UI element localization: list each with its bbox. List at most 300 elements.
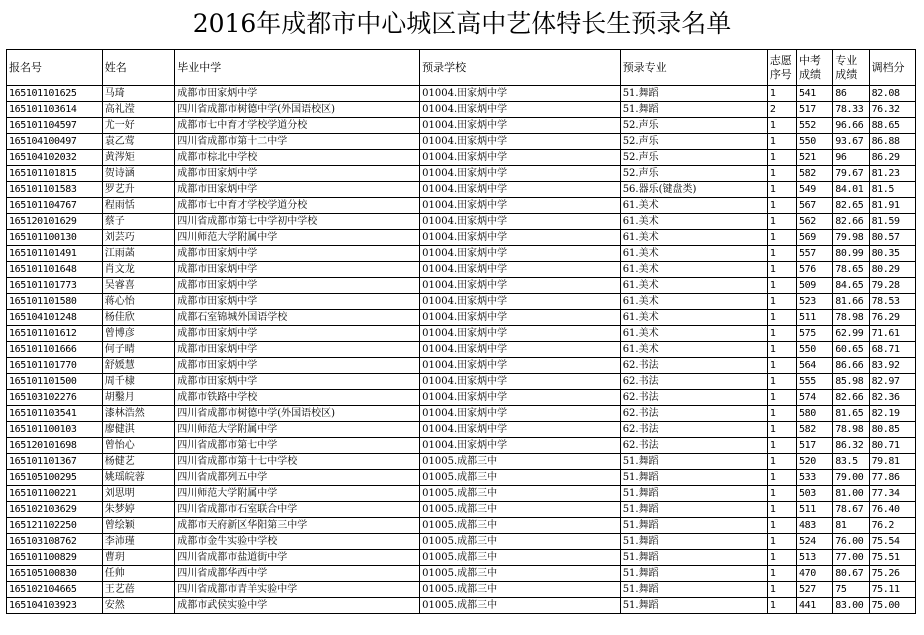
table-row [7, 150, 916, 166]
header-prof-line1: 专业 [835, 53, 858, 67]
cell-target-school: 01004.田家炳中学 [420, 134, 621, 150]
cell-school: 四川省成都市第十二中学 [175, 134, 420, 150]
cell-school: 成都市田家炳中学 [175, 374, 420, 390]
cell-adjusted-score: 80.71 [869, 438, 915, 454]
header-target-school: 预录学校 [420, 50, 621, 86]
cell-exam-score: 441 [797, 598, 833, 614]
cell-school: 成都市田家炳中学 [175, 182, 420, 198]
cell-adjusted-score: 82.97 [869, 374, 915, 390]
cell-adjusted-score: 77.34 [869, 486, 915, 502]
cell-exam-score: 552 [797, 118, 833, 134]
cell-adjusted-score: 77.86 [869, 470, 915, 486]
cell-id: 165101100130 [7, 230, 103, 246]
cell-preference: 1 [767, 198, 796, 214]
cell-school: 四川省成都市树德中学(外国语校区) [175, 406, 420, 422]
cell-name: 高礼滢 [102, 102, 175, 118]
cell-id: 165101100829 [7, 550, 103, 566]
cell-target-school: 01005.成都三中 [420, 486, 621, 502]
cell-preference: 1 [767, 534, 796, 550]
header-prof-line2: 成绩 [835, 67, 858, 81]
cell-adjusted-score: 82.36 [869, 390, 915, 406]
cell-adjusted-score: 75.11 [869, 582, 915, 598]
cell-prof-score: 84.01 [833, 182, 869, 198]
table-row [7, 566, 916, 582]
cell-adjusted-score: 81.5 [869, 182, 915, 198]
cell-id: 165120101698 [7, 438, 103, 454]
cell-exam-score: 470 [797, 566, 833, 582]
cell-target-school: 01005.成都三中 [420, 454, 621, 470]
cell-adjusted-score: 68.71 [869, 342, 915, 358]
cell-name: 黄涔矩 [102, 150, 175, 166]
cell-name: 尤一好 [102, 118, 175, 134]
admission-table [6, 49, 916, 614]
cell-prof-score: 86.32 [833, 438, 869, 454]
cell-major: 61.美术 [620, 326, 767, 342]
cell-name: 姚瑶皖蓉 [102, 470, 175, 486]
cell-adjusted-score: 78.53 [869, 294, 915, 310]
table-row [7, 582, 916, 598]
cell-prof-score: 81 [833, 518, 869, 534]
cell-name: 蒋心怡 [102, 294, 175, 310]
cell-prof-score: 76.00 [833, 534, 869, 550]
cell-major: 51.舞蹈 [620, 566, 767, 582]
cell-school: 四川师范大学附属中学 [175, 230, 420, 246]
cell-name: 周千棣 [102, 374, 175, 390]
cell-target-school: 01004.田家炳中学 [420, 374, 621, 390]
table-row [7, 246, 916, 262]
cell-exam-score: 549 [797, 182, 833, 198]
cell-prof-score: 82.65 [833, 198, 869, 214]
header-exam-score [797, 50, 833, 86]
cell-prof-score: 62.99 [833, 326, 869, 342]
cell-school: 成都市棕北中学校 [175, 150, 420, 166]
table-row [7, 438, 916, 454]
cell-exam-score: 513 [797, 550, 833, 566]
cell-exam-score: 509 [797, 278, 833, 294]
cell-target-school: 01004.田家炳中学 [420, 422, 621, 438]
table-row [7, 550, 916, 566]
cell-prof-score: 96 [833, 150, 869, 166]
cell-exam-score: 562 [797, 214, 833, 230]
cell-preference: 1 [767, 134, 796, 150]
cell-preference: 1 [767, 454, 796, 470]
cell-prof-score: 75 [833, 582, 869, 598]
table-row [7, 374, 916, 390]
page-title: 2016年成都市中心城区高中艺体特长生预录名单 [192, 9, 732, 38]
cell-preference: 2 [767, 102, 796, 118]
cell-major: 51.舞蹈 [620, 470, 767, 486]
cell-preference: 1 [767, 118, 796, 134]
table-row [7, 518, 916, 534]
cell-prof-score: 81.00 [833, 486, 869, 502]
cell-name: 安然 [102, 598, 175, 614]
cell-prof-score: 82.66 [833, 214, 869, 230]
cell-preference: 1 [767, 438, 796, 454]
cell-preference: 1 [767, 246, 796, 262]
cell-preference: 1 [767, 582, 796, 598]
cell-name: 罗艺升 [102, 182, 175, 198]
cell-major: 51.舞蹈 [620, 102, 767, 118]
cell-id: 165105100295 [7, 470, 103, 486]
cell-target-school: 01004.田家炳中学 [420, 278, 621, 294]
cell-school: 四川省成都市树德中学(外国语校区) [175, 102, 420, 118]
cell-school: 成都市七中育才学校学道分校 [175, 198, 420, 214]
table-row [7, 134, 916, 150]
cell-id: 165101100221 [7, 486, 103, 502]
cell-preference: 1 [767, 422, 796, 438]
cell-name: 程雨恬 [102, 198, 175, 214]
cell-preference: 1 [767, 390, 796, 406]
cell-preference: 1 [767, 182, 796, 198]
cell-adjusted-score: 86.88 [869, 134, 915, 150]
cell-name: 蔡子 [102, 214, 175, 230]
cell-prof-score: 77.00 [833, 550, 869, 566]
table-row [7, 502, 916, 518]
cell-prof-score: 83.5 [833, 454, 869, 470]
cell-major: 51.舞蹈 [620, 518, 767, 534]
cell-name: 刘芸巧 [102, 230, 175, 246]
table-row [7, 390, 916, 406]
cell-exam-score: 483 [797, 518, 833, 534]
cell-prof-score: 85.98 [833, 374, 869, 390]
cell-exam-score: 541 [797, 86, 833, 102]
cell-preference: 1 [767, 550, 796, 566]
cell-adjusted-score: 86.29 [869, 150, 915, 166]
cell-prof-score: 84.65 [833, 278, 869, 294]
cell-target-school: 01004.田家炳中学 [420, 342, 621, 358]
cell-major: 61.美术 [620, 214, 767, 230]
cell-exam-score: 576 [797, 262, 833, 278]
cell-target-school: 01004.田家炳中学 [420, 438, 621, 454]
cell-adjusted-score: 75.00 [869, 598, 915, 614]
cell-school: 成都市金牛实验中学校 [175, 534, 420, 550]
cell-name: 马琦 [102, 86, 175, 102]
cell-name: 任帅 [102, 566, 175, 582]
cell-adjusted-score: 76.2 [869, 518, 915, 534]
cell-preference: 1 [767, 166, 796, 182]
cell-prof-score: 96.66 [833, 118, 869, 134]
cell-prof-score: 78.33 [833, 102, 869, 118]
cell-name: 江雨菡 [102, 246, 175, 262]
table-row [7, 102, 916, 118]
cell-preference: 1 [767, 342, 796, 358]
cell-exam-score: 564 [797, 358, 833, 374]
cell-id: 165101104597 [7, 118, 103, 134]
cell-id: 165103102276 [7, 390, 103, 406]
cell-prof-score: 78.98 [833, 310, 869, 326]
cell-prof-score: 86 [833, 86, 869, 102]
cell-name: 杨健艺 [102, 454, 175, 470]
cell-school: 成都市田家炳中学 [175, 166, 420, 182]
table-row [7, 486, 916, 502]
header-id: 报名号 [7, 50, 103, 86]
cell-id: 165104103923 [7, 598, 103, 614]
cell-adjusted-score: 76.29 [869, 310, 915, 326]
cell-preference: 1 [767, 310, 796, 326]
cell-id: 165101101648 [7, 262, 103, 278]
cell-prof-score: 86.66 [833, 358, 869, 374]
cell-name: 王艺蓓 [102, 582, 175, 598]
cell-target-school: 01004.田家炳中学 [420, 406, 621, 422]
cell-school: 成都市田家炳中学 [175, 294, 420, 310]
cell-exam-score: 557 [797, 246, 833, 262]
cell-id: 165101101815 [7, 166, 103, 182]
cell-major: 51.舞蹈 [620, 598, 767, 614]
cell-preference: 1 [767, 358, 796, 374]
cell-target-school: 01004.田家炳中学 [420, 150, 621, 166]
cell-id: 165101101666 [7, 342, 103, 358]
cell-preference: 1 [767, 518, 796, 534]
cell-id: 165101101367 [7, 454, 103, 470]
cell-name: 胡鑿月 [102, 390, 175, 406]
table-row [7, 262, 916, 278]
cell-target-school: 01005.成都三中 [420, 518, 621, 534]
cell-major: 51.舞蹈 [620, 502, 767, 518]
cell-id: 165104102032 [7, 150, 103, 166]
cell-id: 165101101583 [7, 182, 103, 198]
table-row [7, 534, 916, 550]
cell-adjusted-score: 75.26 [869, 566, 915, 582]
cell-prof-score: 81.66 [833, 294, 869, 310]
cell-prof-score: 79.00 [833, 470, 869, 486]
cell-school: 成都市田家炳中学 [175, 86, 420, 102]
cell-prof-score: 80.67 [833, 566, 869, 582]
cell-major: 51.舞蹈 [620, 582, 767, 598]
cell-adjusted-score: 76.40 [869, 502, 915, 518]
cell-id: 165121102250 [7, 518, 103, 534]
cell-adjusted-score: 80.35 [869, 246, 915, 262]
cell-prof-score: 83.00 [833, 598, 869, 614]
cell-major: 62.书法 [620, 390, 767, 406]
cell-prof-score: 79.67 [833, 166, 869, 182]
cell-preference: 1 [767, 470, 796, 486]
cell-major: 61.美术 [620, 198, 767, 214]
cell-school: 成都市田家炳中学 [175, 342, 420, 358]
cell-prof-score: 78.98 [833, 422, 869, 438]
cell-id: 165105100830 [7, 566, 103, 582]
cell-prof-score: 80.99 [833, 246, 869, 262]
cell-adjusted-score: 75.51 [869, 550, 915, 566]
cell-preference: 1 [767, 486, 796, 502]
cell-exam-score: 524 [797, 534, 833, 550]
cell-adjusted-score: 81.91 [869, 198, 915, 214]
cell-target-school: 01004.田家炳中学 [420, 310, 621, 326]
cell-id: 165104100497 [7, 134, 103, 150]
cell-target-school: 01004.田家炳中学 [420, 294, 621, 310]
cell-name: 袁乙莺 [102, 134, 175, 150]
cell-target-school: 01005.成都三中 [420, 470, 621, 486]
cell-name: 朱梦婷 [102, 502, 175, 518]
cell-major: 62.书法 [620, 358, 767, 374]
cell-id: 165101101770 [7, 358, 103, 374]
cell-target-school: 01004.田家炳中学 [420, 118, 621, 134]
cell-prof-score: 81.65 [833, 406, 869, 422]
cell-school: 成都市田家炳中学 [175, 246, 420, 262]
cell-preference: 1 [767, 374, 796, 390]
table-row [7, 166, 916, 182]
cell-major: 61.美术 [620, 278, 767, 294]
cell-school: 成都市田家炳中学 [175, 262, 420, 278]
cell-school: 成都市七中育才学校学道分校 [175, 118, 420, 134]
cell-school: 四川师范大学附属中学 [175, 422, 420, 438]
cell-name: 杨佳欣 [102, 310, 175, 326]
cell-major: 51.舞蹈 [620, 550, 767, 566]
cell-exam-score: 550 [797, 134, 833, 150]
cell-school: 成都市田家炳中学 [175, 278, 420, 294]
cell-school: 四川省成都市第七中学 [175, 438, 420, 454]
cell-exam-score: 503 [797, 486, 833, 502]
cell-name: 肖文龙 [102, 262, 175, 278]
cell-exam-score: 520 [797, 454, 833, 470]
cell-target-school: 01005.成都三中 [420, 598, 621, 614]
cell-major: 62.书法 [620, 422, 767, 438]
cell-name: 曹玥 [102, 550, 175, 566]
cell-major: 61.美术 [620, 262, 767, 278]
cell-exam-score: 511 [797, 310, 833, 326]
cell-adjusted-score: 81.23 [869, 166, 915, 182]
cell-adjusted-score: 71.61 [869, 326, 915, 342]
cell-target-school: 01005.成都三中 [420, 502, 621, 518]
table-row [7, 470, 916, 486]
cell-id: 165101103614 [7, 102, 103, 118]
cell-id: 165101101500 [7, 374, 103, 390]
cell-target-school: 01004.田家炳中学 [420, 86, 621, 102]
cell-exam-score: 555 [797, 374, 833, 390]
cell-exam-score: 521 [797, 150, 833, 166]
cell-school: 成都市田家炳中学 [175, 358, 420, 374]
header-exam-line2: 成绩 [799, 67, 822, 81]
cell-name: 漆林浩然 [102, 406, 175, 422]
cell-preference: 1 [767, 294, 796, 310]
cell-name: 舒媛慧 [102, 358, 175, 374]
cell-major: 61.美术 [620, 246, 767, 262]
cell-major: 52.声乐 [620, 134, 767, 150]
cell-adjusted-score: 79.81 [869, 454, 915, 470]
cell-preference: 1 [767, 406, 796, 422]
cell-name: 贺诗涵 [102, 166, 175, 182]
table-row [7, 326, 916, 342]
cell-id: 165101103541 [7, 406, 103, 422]
cell-adjusted-score: 82.19 [869, 406, 915, 422]
cell-target-school: 01005.成都三中 [420, 582, 621, 598]
cell-name: 曾绘颖 [102, 518, 175, 534]
cell-adjusted-score: 75.54 [869, 534, 915, 550]
cell-name: 廖健淇 [102, 422, 175, 438]
cell-major: 52.声乐 [620, 150, 767, 166]
header-prof-score [833, 50, 869, 86]
cell-preference: 1 [767, 150, 796, 166]
cell-id: 165101101491 [7, 246, 103, 262]
cell-major: 61.美术 [620, 230, 767, 246]
table-row [7, 422, 916, 438]
cell-exam-score: 517 [797, 102, 833, 118]
cell-id: 165101101625 [7, 86, 103, 102]
cell-exam-score: 527 [797, 582, 833, 598]
cell-school: 成都石室锦城外国语学校 [175, 310, 420, 326]
cell-school: 成都市武侯实验中学 [175, 598, 420, 614]
cell-preference: 1 [767, 278, 796, 294]
cell-prof-score: 82.66 [833, 390, 869, 406]
table-row [7, 230, 916, 246]
cell-adjusted-score: 81.59 [869, 214, 915, 230]
cell-name: 曾怡心 [102, 438, 175, 454]
cell-target-school: 01004.田家炳中学 [420, 182, 621, 198]
cell-exam-score: 575 [797, 326, 833, 342]
cell-school: 四川省成都华西中学 [175, 566, 420, 582]
cell-school: 四川省成都市青羊实验中学 [175, 582, 420, 598]
cell-adjusted-score: 88.65 [869, 118, 915, 134]
cell-exam-score: 574 [797, 390, 833, 406]
cell-prof-score: 79.98 [833, 230, 869, 246]
cell-major: 62.书法 [620, 374, 767, 390]
header-major: 预录专业 [620, 50, 767, 86]
cell-preference: 1 [767, 502, 796, 518]
cell-id: 165102104665 [7, 582, 103, 598]
cell-exam-score: 517 [797, 438, 833, 454]
table-row [7, 86, 916, 102]
cell-prof-score: 78.65 [833, 262, 869, 278]
cell-target-school: 01004.田家炳中学 [420, 262, 621, 278]
cell-target-school: 01004.田家炳中学 [420, 246, 621, 262]
cell-name: 吴睿喜 [102, 278, 175, 294]
cell-adjusted-score: 80.85 [869, 422, 915, 438]
cell-major: 51.舞蹈 [620, 486, 767, 502]
cell-adjusted-score: 79.28 [869, 278, 915, 294]
table-row [7, 118, 916, 134]
cell-id: 165120101629 [7, 214, 103, 230]
cell-major: 61.美术 [620, 294, 767, 310]
cell-preference: 1 [767, 230, 796, 246]
header-exam-line1: 中考 [799, 53, 822, 67]
cell-exam-score: 582 [797, 166, 833, 182]
header-name: 姓名 [102, 50, 175, 86]
cell-name: 何子晴 [102, 342, 175, 358]
cell-exam-score: 582 [797, 422, 833, 438]
cell-school: 成都市天府新区华阳第三中学 [175, 518, 420, 534]
cell-name: 刘思明 [102, 486, 175, 502]
table-row [7, 214, 916, 230]
table-row [7, 454, 916, 470]
cell-target-school: 01004.田家炳中学 [420, 230, 621, 246]
cell-preference: 1 [767, 86, 796, 102]
cell-adjusted-score: 80.57 [869, 230, 915, 246]
cell-preference: 1 [767, 326, 796, 342]
cell-exam-score: 523 [797, 294, 833, 310]
cell-school: 成都市田家炳中学 [175, 326, 420, 342]
cell-major: 51.舞蹈 [620, 534, 767, 550]
cell-prof-score: 60.65 [833, 342, 869, 358]
cell-preference: 1 [767, 598, 796, 614]
cell-adjusted-score: 80.29 [869, 262, 915, 278]
cell-id: 165101100103 [7, 422, 103, 438]
cell-school: 四川省成都市第十七中学校 [175, 454, 420, 470]
cell-prof-score: 93.67 [833, 134, 869, 150]
header-school: 毕业中学 [175, 50, 420, 86]
cell-school: 四川省成都市石室联合中学 [175, 502, 420, 518]
cell-school: 成都市铁路中学校 [175, 390, 420, 406]
cell-target-school: 01005.成都三中 [420, 566, 621, 582]
cell-school: 四川省成都市第七中学初中学校 [175, 214, 420, 230]
table-row [7, 278, 916, 294]
cell-exam-score: 569 [797, 230, 833, 246]
cell-id: 165103108762 [7, 534, 103, 550]
cell-major: 61.美术 [620, 342, 767, 358]
cell-target-school: 01004.田家炳中学 [420, 326, 621, 342]
cell-adjusted-score: 83.92 [869, 358, 915, 374]
cell-exam-score: 533 [797, 470, 833, 486]
table-row [7, 342, 916, 358]
table-row [7, 294, 916, 310]
